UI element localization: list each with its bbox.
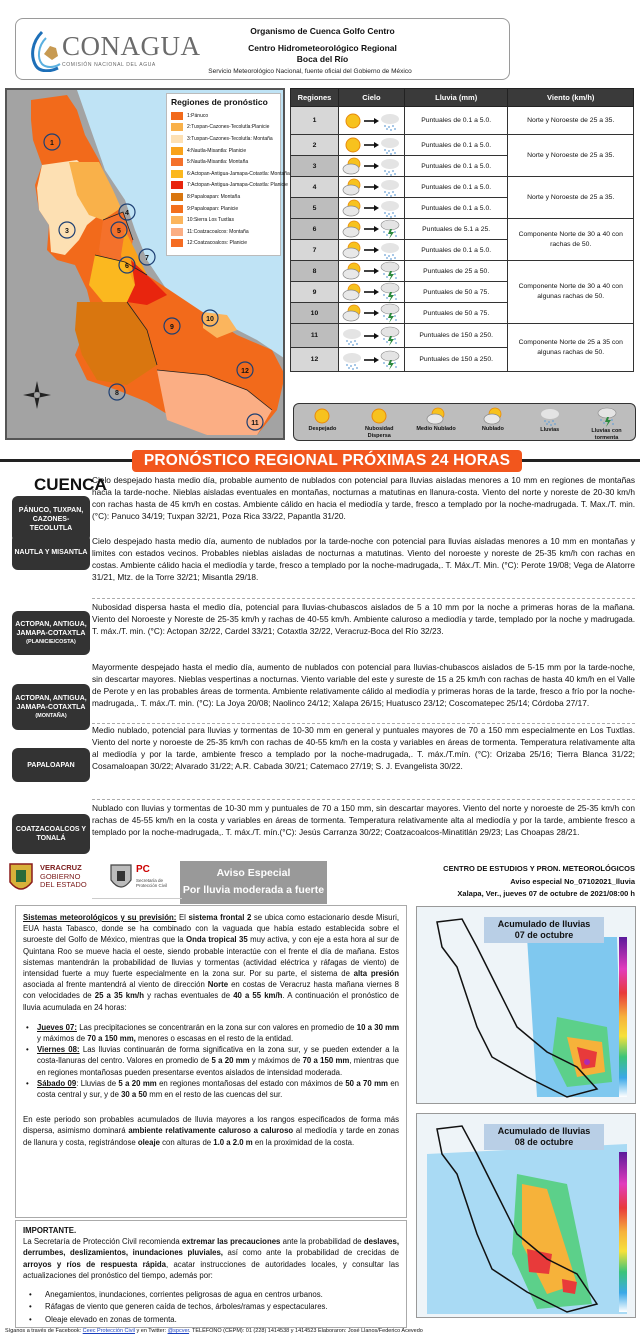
text: con alturas de xyxy=(159,1137,214,1147)
cloudy-to-storm-icon xyxy=(342,282,400,302)
aviso-datetime: Xalapa, Ver., jueves 07 de octubre de 2021/08:00 h xyxy=(457,889,635,898)
cloudy-to-rain-icon xyxy=(342,177,400,197)
pc-line-1: Secretaría de xyxy=(136,878,164,883)
basin-name: ACTOPAN, ANTIGUA, JAMAPA-COTAXTLA xyxy=(15,620,87,637)
text: asociada al frente mantendrá al viento de dirección xyxy=(23,980,208,990)
basin-label-coatzacoalcos xyxy=(12,814,90,854)
daily-forecast-list xyxy=(23,1022,399,1100)
bold-text: 70 a 150 mm xyxy=(302,1056,350,1066)
day-label: Viernes 08: xyxy=(37,1045,80,1055)
sky-cell xyxy=(338,107,404,135)
legend-label: 6:Actopan-Antigua-Jamapa-Cotaxtla: Montaña xyxy=(187,170,290,177)
rain-map-title-line-1: Acumulado de lluvias xyxy=(497,919,591,929)
bold-text: 10 a 30 mm xyxy=(356,1022,400,1032)
region-cell: 8 xyxy=(291,261,339,282)
svg-text:1: 1 xyxy=(50,140,54,147)
svg-text:11: 11 xyxy=(251,420,259,427)
basin-description-actopan-montana: Mayormente despejado hasta el medio día, aumento de nublados con potencial para lluvias-chubascos aislados de 5-15 mm por la tarde-noche, sin descartar mayores. Nieblas vespertinas a nocturnas. Viento variable del este y sureste de 15 a 25 km/h con rachas de hasta 40 km/h en el Valle de Perote y en las probables áreas de tormenta. Ambiente relativamente cálido al mediodía y primeras horas de la tarde, fresco a frío por la noche-madrugada,. T. máx./T. min. (°C): La Joya 20/08; Naolinco 24/12; Xalapa 26/15; Huatusco 23/12; Coscomatepec 25/14; Córdoba 27/17. xyxy=(92,662,635,709)
sky-legend-label: Lluvias con tormenta xyxy=(591,428,622,441)
text: , mientras que en regiones montañosas pueden presentarse eventos aislados de intensidad moderada. xyxy=(37,1056,399,1077)
legend-swatch xyxy=(171,205,183,213)
basin-description-actopan-planicie: Nubosidad dispersa hasta el medio día, potencial para lluvias-chubascos aislados de 5 a 10 mm por la noche a primeras horas de la mañana. Viento del Noroeste y Noreste de 25-35 km/h y rachas de 40-55 km/h. Ambiente caluroso a mediodía y tarde, templado por la noche y madrugada. T. máx./T. min. (°C): Actopan 32/22, Cardel 33/21; Cotaxtla 32/22, Veracruz-Boca del Río 32/23. xyxy=(92,602,635,637)
bold-text: 70 a 150 mm, xyxy=(87,1034,136,1044)
pc-subtitle xyxy=(136,878,167,888)
bold-text: extremar las precauciones xyxy=(181,1237,281,1247)
rain-map-title xyxy=(484,917,604,943)
text: . A continuación el pronóstico de lluvia acumulada en 24 horas: xyxy=(23,991,399,1012)
sky-legend-label: Despejado xyxy=(308,426,337,432)
text: mm en el resto de las cuencas del sur. xyxy=(147,1090,283,1100)
svg-text:7: 7 xyxy=(145,255,149,262)
sky-legend-item xyxy=(296,407,348,433)
rain-cell: Puntuales de 0.1 a 5.0. xyxy=(404,198,508,219)
legend-label: 2:Tuxpan-Cazones-Tecolutla:Planicie xyxy=(187,124,270,131)
basin-label-nautla xyxy=(12,534,90,570)
facebook-link[interactable]: Ceec Protección Civil xyxy=(82,1328,135,1334)
region-cell: 11 xyxy=(291,324,339,348)
cloudy-to-storm-icon xyxy=(342,219,400,239)
legend-swatch xyxy=(171,112,183,120)
basin-description-panuco: Cielo despejado hasta medio día, probable aumento de nublados con potencial para lluvias aisladas menores a 10 mm en regiones de montañas hacia la tarde-noche. Nieblas aisladas eventuales en montañas, nocturnas a matutinas en llanura-costa. Viento del norte y noreste de 20-30 km/h con rachas hasta de 45 km/h en costas. Ambiente cálido en hacia el mediodía y tarde, fresco a templado por la noche-madrugada. T. Max./T. min. (°C): Panuco 34/19; Tuxpan 32/21, Poza Rica 33/22, Papantla 31/20. xyxy=(92,475,635,522)
basin-name: PAPALOAPAN xyxy=(27,761,75,769)
legend-item xyxy=(171,156,276,168)
bold-text: sistema frontal 2 xyxy=(188,913,252,922)
text: en costa central y sur, y de xyxy=(37,1078,399,1100)
basin-label-actopan-planicie xyxy=(12,611,90,655)
legend-title: Regiones de pronóstico xyxy=(171,97,268,107)
sky-legend-item xyxy=(353,407,405,440)
list-item: • Anegamientos, inundaciones, corrientes peligrosas de agua en centros urbanos. xyxy=(23,1289,399,1301)
rain-cell: Puntuales de 5.1 a 25. xyxy=(404,219,508,240)
legend-item xyxy=(171,226,276,238)
systems-forecast-box xyxy=(15,905,407,1218)
legend-swatch xyxy=(171,135,183,143)
text: Las lluvias continuarán de forma significativa en la zona sur, y se pueden extender a la costa-llanuras del centro. Valores en promedio de xyxy=(37,1045,399,1066)
svg-text:5: 5 xyxy=(117,228,121,235)
basin-description-papaloapan: Medio nublado, potencial para lluvias y tormentas de 10-30 mm en general y puntuales mayores de 70 a 150 mm especialmente en Los Tuxtlas. Viento del norte y noroeste de 25-35 km/h con rachas de 40-55 km/h en la costa y variables en áreas de tormenta. Temperatura relativamente alta al mediodía y por la tarde, ambiente fresco a templado por la noche-madrugada,. T. máx./T.mín. (°C): Orizaba 25/16; Tierra Blanca 31/22; Cosamaloapan 30/22; Alvarado 31/22; A.R. Cabada 30/21; Catemaco 27/19; S. J. Evangelista 30/22. xyxy=(92,725,635,772)
aviso-especial-banner xyxy=(180,861,327,904)
cloudy-to-storm-icon xyxy=(342,303,400,323)
wind-cell: Norte y Noroeste de 25 a 35. xyxy=(508,177,634,219)
svg-text:10: 10 xyxy=(206,316,214,323)
day-label: Jueves 07: xyxy=(37,1022,77,1032)
footer xyxy=(5,1328,423,1334)
aviso-number: Aviso especial No_07102021_lluvia xyxy=(510,876,635,886)
sky-cell xyxy=(338,135,404,156)
legend-swatch xyxy=(171,181,183,189)
dashed-separator xyxy=(92,799,635,800)
center-line-1: Centro Hidrometeorológico Regional xyxy=(248,43,397,53)
sky-legend-label: Lluvias xyxy=(540,427,560,433)
svg-text:3: 3 xyxy=(65,228,69,235)
veracruz-line-1: VERACRUZ xyxy=(40,863,82,872)
table-row xyxy=(291,324,634,348)
map-legend xyxy=(166,93,290,256)
text: y máximos de xyxy=(249,1056,303,1066)
sunny-to-rain-icon xyxy=(342,111,400,131)
pc-line-2: Protección Civil xyxy=(136,883,168,888)
basin-subname: (PLANICIE/COSTA) xyxy=(26,638,76,645)
partly-cloudy-to-rain-icon xyxy=(342,240,400,260)
conagua-wordmark: CONAGUA xyxy=(62,31,201,61)
rain-cell: Puntuales de 0.1 a 5.0. xyxy=(404,177,508,198)
text: Las precipitaciones se concentrarán en la zona sur con valores en promedio de xyxy=(76,1022,357,1032)
bold-text: 30 a 50 xyxy=(121,1090,148,1100)
center-line-2: Boca del Río xyxy=(296,54,349,64)
cuenca-heading: CUENCA xyxy=(34,475,107,494)
text: al mediodía y tarde en zonas de llanura y costa, registrándose xyxy=(23,1126,399,1147)
systems-heading: Sistemas meteorológicos y su previsión: xyxy=(23,913,177,922)
rain-map-title-line-2: 08 de octubre xyxy=(514,1137,574,1147)
table-row xyxy=(291,177,634,198)
legend-swatch xyxy=(171,193,183,201)
rain-map-oct-07 xyxy=(416,906,636,1104)
rain-cell: Puntuales de 50 a 75. xyxy=(404,303,508,324)
text: y rachas eventuales de xyxy=(143,991,234,1001)
basin-name: ACTOPAN, ANTIGUA, JAMAPA-COTAXTLA xyxy=(15,694,87,711)
text: : Lluvias de xyxy=(76,1078,119,1088)
col-regiones: Regiones xyxy=(291,89,339,107)
footer-text: . TELÉFONO (CEPM): 01 (228) 1414538 y 1414523 Elaboraron: José Llanos/Federico Acevedo xyxy=(189,1328,423,1334)
text: en la proximidad de la costa. xyxy=(252,1137,355,1147)
legend-label: 11:Coatzacoalcos: Montaña xyxy=(187,228,249,235)
text: en regiones montañosas del estado con máximos de xyxy=(156,1078,346,1088)
important-box xyxy=(15,1220,407,1328)
proteccion-civil-shield-icon xyxy=(108,862,134,894)
legend-label: 7:Actopan-Antigua-Jamapa-Cotaxtla: Planicie xyxy=(187,182,288,189)
rain-cell: Puntuales de 25 a 50. xyxy=(404,261,508,282)
rain-cell: Puntuales de 150 a 250. xyxy=(404,348,508,372)
legend-swatch xyxy=(171,216,183,224)
bold-text: 5 a 20 mm xyxy=(211,1056,250,1066)
legend-swatch xyxy=(171,170,183,178)
center-name xyxy=(190,43,455,65)
bold-text: 1.0 a 2.0 m xyxy=(213,1137,253,1147)
legend-label: 8:Papaloapan: Montaña xyxy=(187,193,241,200)
bold-text: deslaves, derrumbes, deslizamientos, inundaciones pluviales, xyxy=(23,1237,399,1258)
systems-paragraph xyxy=(23,912,399,1013)
list-item xyxy=(23,1022,399,1044)
region-cell: 1 xyxy=(291,107,339,135)
rain-cell: Puntuales de 0.1 a 5.0. xyxy=(404,240,508,261)
legend-label: 4:Nautla-Misantla: Planicie xyxy=(187,147,247,154)
sky-cell xyxy=(338,303,404,324)
rain-map-oct-08 xyxy=(416,1113,636,1318)
partly-cloudy-to-rain-icon xyxy=(342,156,400,176)
aviso-title-line-1: Aviso Especial xyxy=(216,867,291,879)
legend-item xyxy=(171,238,276,250)
region-cell: 2 xyxy=(291,135,339,156)
col-viento: Viento (km/h) xyxy=(508,89,634,107)
basin-subname: (MONTAÑA) xyxy=(35,712,67,719)
veracruz-gov-label xyxy=(40,864,87,890)
rain-cell: Puntuales de 0.1 a 5.0. xyxy=(404,156,508,177)
legend-label: 12:Coatzacoalcos: Planicie xyxy=(187,240,248,247)
cloudy-to-rain-icon xyxy=(342,198,400,218)
sky-legend-label: Medio Nublado xyxy=(416,426,456,432)
scattered-clouds-icon xyxy=(370,407,388,425)
basin-name: COATZACOALCOS Y TONALÁ xyxy=(15,826,87,842)
wind-cell: Componente Norte de 30 a 40 con algunas rachas de 50. xyxy=(508,261,634,324)
legend-label: 10:Sierra Los Tuxtlas xyxy=(187,217,234,224)
text: ante la probabilidad de xyxy=(280,1237,364,1247)
bold-text: oleaje xyxy=(137,1137,160,1147)
legend-swatch xyxy=(171,239,183,247)
list-item xyxy=(23,1044,399,1078)
text: y máximos de xyxy=(37,1034,88,1044)
wind-cell: Componente Norte de 25 a 35 con algunas rachas de 50. xyxy=(508,324,634,372)
basin-name: NAUTLA Y MISANTLA xyxy=(14,548,88,556)
legend-swatch xyxy=(171,123,183,131)
bold-text: 5 a 20 mm xyxy=(118,1078,157,1088)
legend-item xyxy=(171,191,276,203)
sky-legend xyxy=(293,403,636,441)
dashed-separator xyxy=(92,598,635,599)
divider xyxy=(92,898,182,899)
legend-label: 5:Nautla-Misantla: Montaña xyxy=(187,159,249,166)
sky-cell xyxy=(338,219,404,240)
region-cell: 10 xyxy=(291,303,339,324)
footer-text: y en Twitter: xyxy=(134,1328,168,1334)
period-paragraph xyxy=(23,1114,399,1148)
rain-icon xyxy=(540,407,560,426)
rain-cell: Puntuales de 150 a 250. xyxy=(404,324,508,348)
legend-item xyxy=(171,168,290,180)
svg-text:6: 6 xyxy=(125,263,129,270)
legend-label: 1:Pánuco xyxy=(187,112,209,119)
text: se ubica como estacionario desde Misuri, EUA hasta Tabasco, donde se ha combinado con la vaguada que había estado establecida sobre el suroeste del Golfo de México, mientras que la xyxy=(23,913,400,945)
sky-cell xyxy=(338,198,404,219)
sky-cell xyxy=(338,156,404,177)
veracruz-shield-icon xyxy=(8,862,34,896)
legend-swatch xyxy=(171,147,183,155)
region-cell: 4 xyxy=(291,177,339,198)
col-cielo: Cielo xyxy=(338,89,404,107)
text: El xyxy=(176,913,189,922)
region-cell: 12 xyxy=(291,348,339,372)
legend-label: 9:Papaloapan: Planicie xyxy=(187,205,239,212)
sky-cell xyxy=(338,261,404,282)
region-cell: 6 xyxy=(291,219,339,240)
legend-item xyxy=(171,145,276,157)
wind-cell: Norte y Noroeste de 25 a 35. xyxy=(508,135,634,177)
bold-text: 40 a 55 km/h xyxy=(233,991,283,1001)
legend-item xyxy=(171,110,276,122)
legend-item xyxy=(171,214,276,226)
rain-cell: Puntuales de 50 a 75. xyxy=(404,282,508,303)
list-item: • Ráfagas de viento que generen caída de techos, árboles/ramas y espectaculares. xyxy=(23,1301,399,1313)
aviso-title-line-2: Por lluvia moderada a fuerte xyxy=(182,884,325,896)
cepm-block xyxy=(345,863,635,901)
sky-cell xyxy=(338,282,404,303)
twitter-link[interactable]: @spcver xyxy=(167,1328,190,1334)
pc-abbr: PC xyxy=(136,864,150,875)
text: La Secretaría de Protección Civil recomienda xyxy=(23,1237,182,1247)
legend-swatch xyxy=(171,158,183,166)
regional-forecast-title: PRONÓSTICO REGIONAL PRÓXIMAS 24 HORAS xyxy=(132,450,522,472)
important-heading: IMPORTANTE. xyxy=(23,1226,77,1235)
footer-text: Síganos a través de Facebook: xyxy=(5,1328,83,1334)
bold-text: Norte xyxy=(207,980,229,990)
text: menores o escasas en el resto de la entidad. xyxy=(135,1034,294,1044)
cloudy-to-storm-icon xyxy=(342,261,400,281)
text: en costas de Veracruz hasta mañana viernes 8 con velocidades de xyxy=(23,980,399,1001)
rain-map-title-line-1: Acumulado de lluvias xyxy=(497,1126,591,1136)
cepm-name: CENTRO DE ESTUDIOS Y PRON. METEOROLÓGICOS xyxy=(443,864,635,873)
sky-legend-label: Nubosidad Dispersa xyxy=(365,426,394,439)
rain-map-title-line-2: 07 de octubre xyxy=(514,930,574,940)
basin-description-nautla: Cielo despejado hasta medio día, aumento de nublados por la tarde-noche con potencial para lluvias aisladas menores a 10 mm en montañas y limites con estados vecinos. Probables nieblas aisladas de nocturnas a matutinas. Viento del noroeste y noreste de 25-35 km/h con rachas en costas. Ambiente cálido hacia el mediodía y tarde, fresco a templado por la noche-madrugada,. T. Máx./T. Min. (°C): Perote 19/08; Vega de Alatorre 31/21, Mtz. de la Torre 32/21; Misantla 29/18. xyxy=(92,536,635,583)
rain-cell: Puntuales de 0.1 a 5.0. xyxy=(404,135,508,156)
hazards-list xyxy=(23,1289,399,1326)
svg-text:4: 4 xyxy=(125,210,129,217)
text: muy activa, y con eje a esta hora al sur de Quintana Roo se mueve hacia el oeste, siendo probable interactúe con el frente el día de mañana. Estos sistemas mantendrán la probabilidad de lluvias y tormentas (actividad eléctrica y ráfagas de viento) de intensidad fuerte a muy fuerte especialmente en la zona sur. Por su parte, el sistema de xyxy=(23,935,399,979)
day-label: Sábado 09 xyxy=(37,1078,77,1088)
veracruz-line-2: GOBIERNO xyxy=(40,871,81,881)
bold-text: 50 a 70 mm xyxy=(345,1078,388,1088)
sky-legend-item xyxy=(581,407,633,442)
basin-name: PÁNUCO, TUXPAN, CAZONES-TECOLUTLA xyxy=(18,506,84,532)
forecast-table xyxy=(290,88,634,372)
bold-text: alta presión xyxy=(353,969,399,979)
sky-legend-item xyxy=(467,407,519,433)
sky-legend-item xyxy=(524,407,576,434)
legend-item xyxy=(171,133,276,145)
important-paragraph xyxy=(23,1236,399,1281)
sky-cell xyxy=(338,324,404,348)
sky-cell xyxy=(338,240,404,261)
legend-item xyxy=(171,203,276,215)
region-cell: 9 xyxy=(291,282,339,303)
conagua-subtitle: COMISIÓN NACIONAL DEL AGUA xyxy=(62,62,156,68)
bold-text: ambiente relativamente caluroso a caluroso xyxy=(128,1126,294,1136)
bold-text: Onda tropical 35 xyxy=(186,935,248,945)
partly-cloudy-icon xyxy=(426,407,446,425)
region-cell: 3 xyxy=(291,156,339,177)
sky-cell xyxy=(338,177,404,198)
legend-swatch xyxy=(171,228,183,236)
table-header-row xyxy=(291,89,634,107)
table-row xyxy=(291,261,634,282)
basin-label-actopan-montana xyxy=(12,684,90,730)
text: , acatar instrucciones de autoridades locales, y consultar las actualizaciones del pronóstico del tiempo, además por: xyxy=(23,1259,400,1280)
org-name: Organismo de Cuenca Golfo Centro xyxy=(250,26,395,36)
sunny-to-rain-icon xyxy=(342,135,400,155)
rain-cell: Puntuales de 0.1 a 5.0. xyxy=(404,107,508,135)
basin-label-papaloapan xyxy=(12,748,90,782)
svg-text:12: 12 xyxy=(241,368,249,375)
col-lluvia: Lluvia (mm) xyxy=(404,89,508,107)
table-row xyxy=(291,219,634,240)
rain-to-storm-icon xyxy=(342,326,400,346)
table-row xyxy=(291,135,634,156)
wind-cell: Componente Norte de 30 a 40 con rachas de 50. xyxy=(508,219,634,261)
sky-cell xyxy=(338,348,404,372)
rain-to-storm-icon xyxy=(342,350,400,370)
region-cell: 7 xyxy=(291,240,339,261)
region-cell: 5 xyxy=(291,198,339,219)
text: así como ante la probabilidad de crecidas de xyxy=(222,1248,399,1258)
legend-item xyxy=(171,180,288,192)
wind-cell: Norte y Noroeste de 25 a 35. xyxy=(508,107,634,135)
sunny-icon xyxy=(313,407,331,425)
text: En este periodo son probables acumulados de lluvia mayores a los rangos especificados de forma más dispersa, asimismo dominará xyxy=(23,1115,399,1136)
svg-text:9: 9 xyxy=(170,324,174,331)
list-item: • Oleaje elevado en zonas de tormenta. xyxy=(23,1314,399,1326)
legend-label: 3:Tuxpan-Cazones-Tecolutla: Montaña xyxy=(187,135,273,142)
basin-description-coatzacoalcos: Nublado con lluvias y tormentas de 10-30 mm y puntuales de 70 a 150 mm, sin descartar mayores. Viento del norte y noroeste de 25-35 km/h con rachas de 45-55 km/h en la costa y variables en áreas de tormenta. Temperatura relativamente alta al mediodía y por la tarde, ambiente fresco a templado por la noche-madrugada,. T. máx./T. mín.(°C): Jesús Carranza 30/22; Coatzacoalcos-Minatitlán 29/23; Las Choapas 28/21. xyxy=(92,803,635,838)
table-row xyxy=(291,107,634,135)
sky-legend-item xyxy=(410,407,462,433)
service-line: Servicio Meteorológico Nacional, fuente oficial del Gobierno de México xyxy=(208,68,412,75)
legend-item xyxy=(171,122,276,134)
cloudy-icon xyxy=(483,407,503,425)
sky-legend-label: Nublado xyxy=(481,426,504,432)
bold-text: arroyos y ríos de respuesta rápida xyxy=(23,1259,167,1269)
svg-text:8: 8 xyxy=(115,390,119,397)
list-item xyxy=(23,1078,399,1100)
thunderstorm-icon xyxy=(597,407,617,427)
rain-map-title xyxy=(484,1124,604,1150)
bold-text: 25 a 35 km/h xyxy=(94,991,144,1001)
veracruz-line-3: DEL ESTADO xyxy=(40,880,87,889)
